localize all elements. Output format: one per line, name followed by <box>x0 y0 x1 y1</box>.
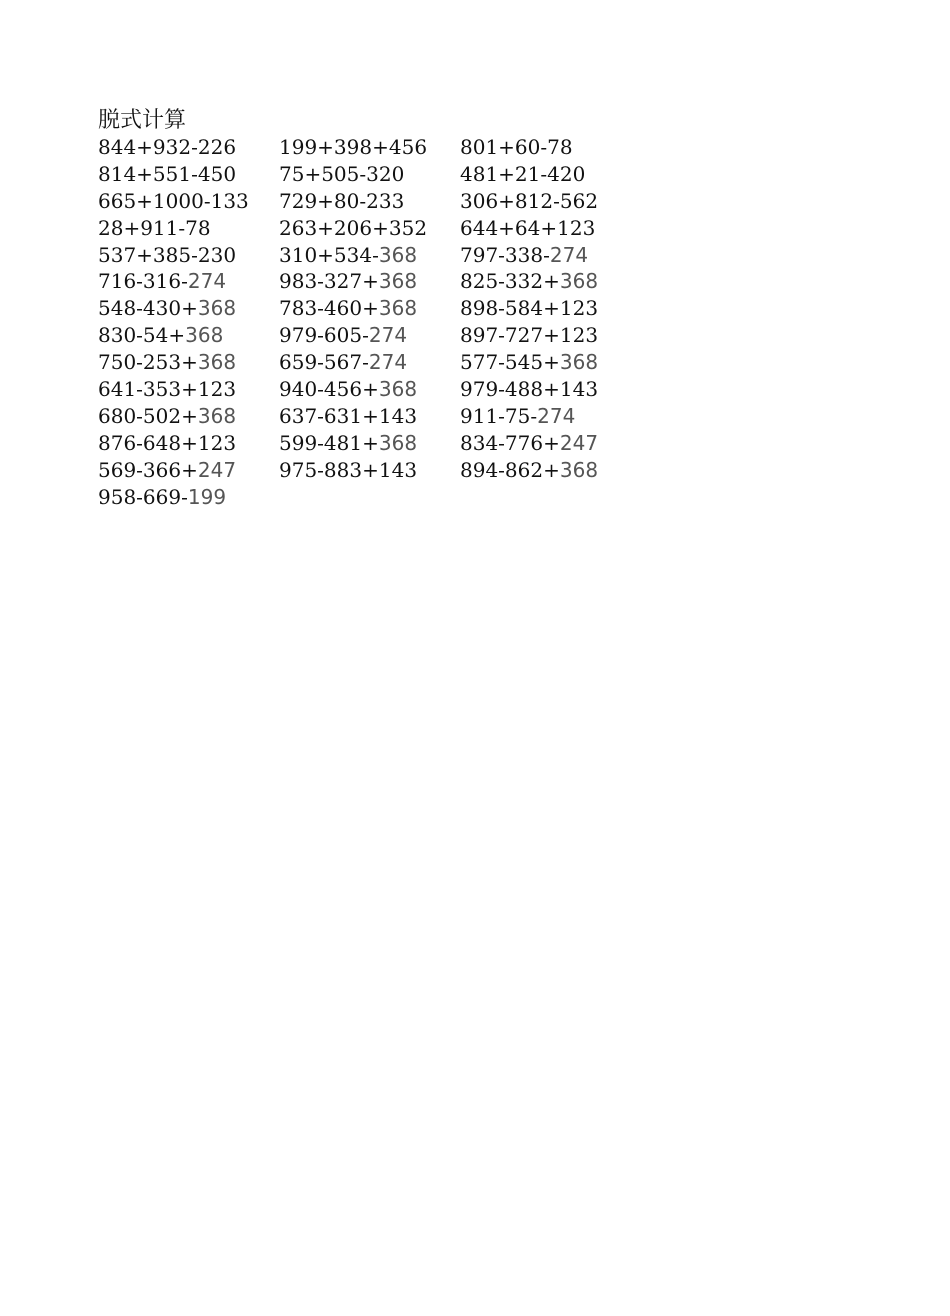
expression-cell <box>460 268 638 295</box>
expression-main: 801+60-78 <box>460 135 573 159</box>
expression-cell <box>460 484 638 511</box>
expression-tail: 368 <box>559 269 599 294</box>
expression-main: 659-567- <box>279 350 369 375</box>
expression-cell <box>460 242 638 269</box>
expression-tail: 274 <box>368 323 408 348</box>
expression-tail: 368 <box>378 242 418 267</box>
expression-main: 665+1000-133 <box>98 188 249 213</box>
expression-tail: 247 <box>197 457 237 482</box>
expression-tail: 199 <box>187 484 227 509</box>
expression-main: 975-883+143 <box>279 457 418 482</box>
expression-main: 897-727+123 <box>460 323 599 348</box>
expression-main: 481+21-420 <box>460 161 586 186</box>
expression-tail: 274 <box>549 242 589 267</box>
expression-cell <box>460 161 638 188</box>
expression-cell <box>279 215 460 242</box>
expression-tail: 368 <box>378 269 418 294</box>
expression-tail: 368 <box>197 296 237 321</box>
expression-tail: 368 <box>559 457 599 482</box>
expression-main: 310+534- <box>279 242 379 267</box>
expression-main: 911-75- <box>460 403 538 428</box>
expression-main: 599-481+ <box>279 430 379 455</box>
expression-cell <box>279 376 460 403</box>
expression-tail: 368 <box>197 403 237 428</box>
expression-cell <box>279 457 460 484</box>
expression-main: 637-631+143 <box>279 403 418 428</box>
expression-main: 940-456+ <box>279 377 379 402</box>
expression-cell <box>279 161 460 188</box>
expression-main: 306+812-562 <box>460 188 599 213</box>
expression-cell <box>279 242 460 269</box>
expression-cell <box>98 349 279 376</box>
expression-tail: 368 <box>559 350 599 375</box>
expression-main: 979-488+143 <box>460 377 599 402</box>
expression-cell <box>98 457 279 484</box>
expression-cell <box>98 134 279 161</box>
expression-tail: 274 <box>368 350 408 375</box>
expression-cell <box>460 349 638 376</box>
expression-cell <box>98 484 279 511</box>
expression-main: 680-502+ <box>98 403 198 428</box>
worksheet-title: 脱式计算 <box>98 108 187 133</box>
expression-cell <box>98 295 279 322</box>
expression-cell <box>98 376 279 403</box>
expression-main: 825-332+ <box>460 269 560 294</box>
expression-grid <box>98 134 638 510</box>
expression-cell <box>460 295 638 322</box>
expression-cell <box>279 484 460 511</box>
expression-main: 641-353+123 <box>98 377 237 402</box>
expression-main: 876-648+123 <box>98 430 237 455</box>
expression-main: 814+551-450 <box>98 161 237 186</box>
expression-cell <box>98 161 279 188</box>
expression-main: 834-776+ <box>460 430 560 455</box>
expression-cell <box>279 134 460 161</box>
expression-cell <box>279 188 460 215</box>
expression-cell <box>98 403 279 430</box>
expression-main: 797-338- <box>460 242 550 267</box>
expression-cell <box>460 403 638 430</box>
expression-main: 28+911-78 <box>98 215 211 240</box>
expression-cell <box>279 430 460 457</box>
expression-main: 569-366+ <box>98 457 198 482</box>
expression-main: 644+64+123 <box>460 215 596 240</box>
expression-cell <box>98 322 279 349</box>
expression-main: 844+932-226 <box>98 135 237 159</box>
expression-tail: 247 <box>559 430 599 455</box>
expression-main: 958-669- <box>98 484 188 509</box>
expression-cell <box>279 349 460 376</box>
expression-main: 898-584+123 <box>460 296 599 321</box>
expression-cell <box>460 430 638 457</box>
expression-cell <box>460 457 638 484</box>
expression-cell <box>460 215 638 242</box>
expression-main: 750-253+ <box>98 350 198 375</box>
expression-main: 199+398+456 <box>279 135 428 159</box>
expression-cell <box>460 376 638 403</box>
expression-main: 729+80-233 <box>279 188 405 213</box>
expression-cell <box>98 242 279 269</box>
expression-main: 577-545+ <box>460 350 560 375</box>
expression-cell <box>98 188 279 215</box>
expression-cell <box>460 322 638 349</box>
expression-cell <box>98 268 279 295</box>
expression-cell <box>460 134 638 161</box>
expression-main: 983-327+ <box>279 269 379 294</box>
expression-cell <box>279 322 460 349</box>
expression-tail: 368 <box>378 377 418 402</box>
expression-main: 263+206+352 <box>279 215 428 240</box>
expression-main: 548-430+ <box>98 296 198 321</box>
expression-main: 830-54+ <box>98 323 186 348</box>
expression-tail: 274 <box>537 403 576 428</box>
expression-main: 75+505-320 <box>279 161 405 186</box>
expression-cell <box>279 295 460 322</box>
expression-cell <box>98 430 279 457</box>
expression-tail: 368 <box>197 350 237 375</box>
expression-cell <box>460 188 638 215</box>
expression-cell <box>279 268 460 295</box>
expression-main: 716-316- <box>98 269 188 294</box>
expression-tail: 368 <box>378 430 418 455</box>
expression-cell <box>279 403 460 430</box>
expression-tail: 274 <box>187 269 227 294</box>
expression-main: 894-862+ <box>460 457 560 482</box>
expression-tail: 368 <box>378 296 418 321</box>
expression-main: 537+385-230 <box>98 242 237 267</box>
expression-cell <box>98 215 279 242</box>
expression-tail: 368 <box>185 323 224 348</box>
worksheet <box>98 107 638 510</box>
expression-main: 979-605- <box>279 323 369 348</box>
expression-main: 783-460+ <box>279 296 379 321</box>
